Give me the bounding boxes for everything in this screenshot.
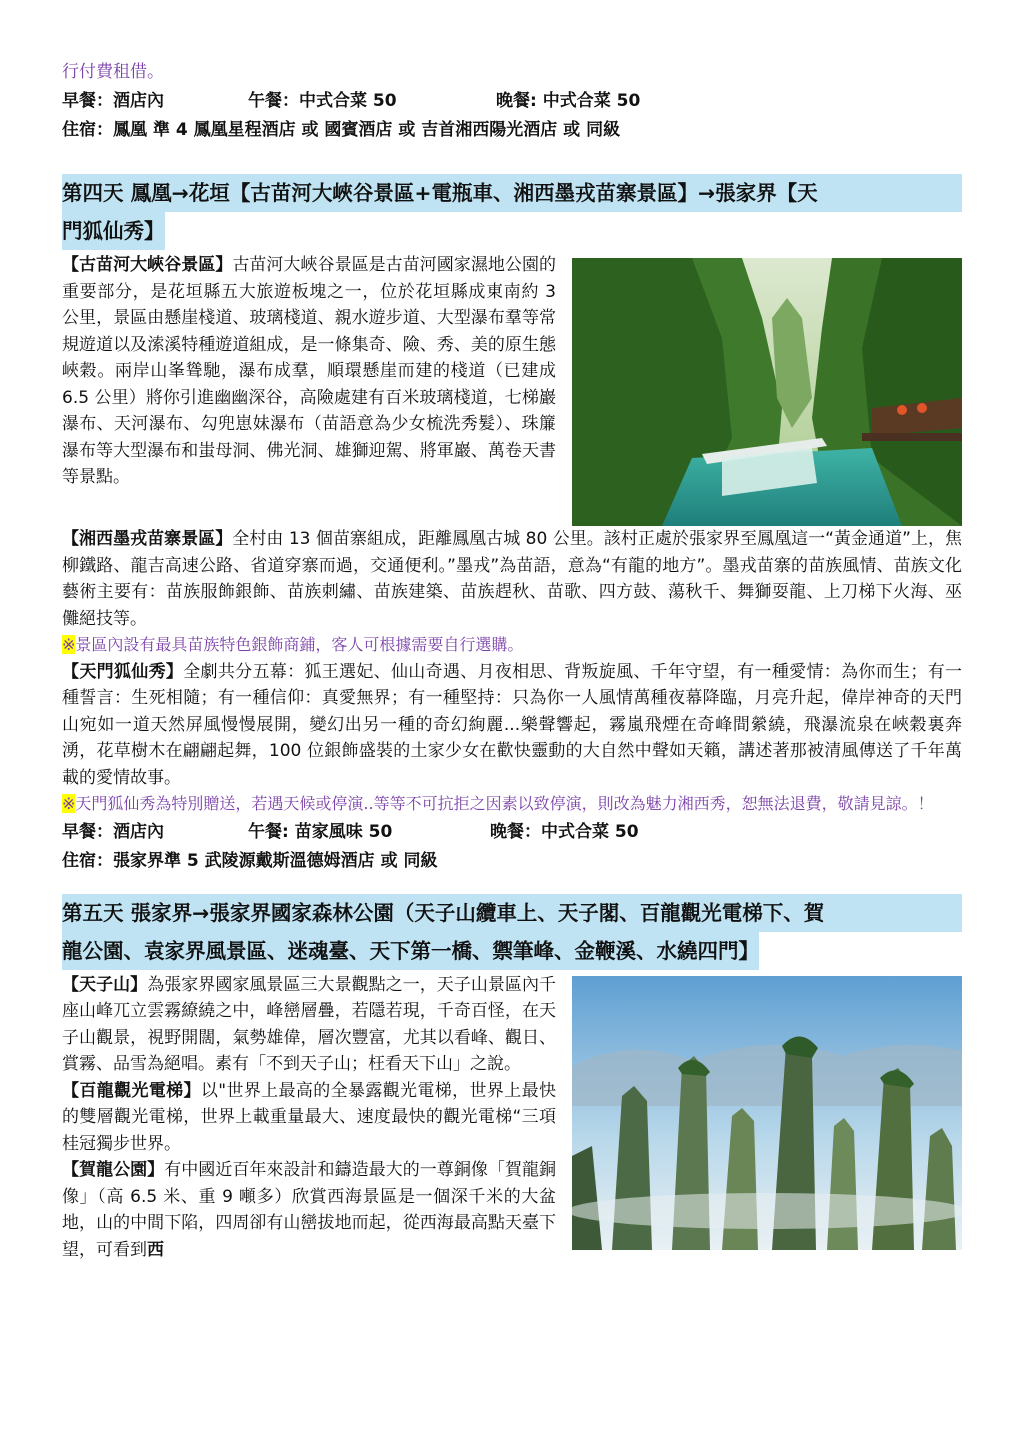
day4-stay-line: 住宿：張家界準 5 武陵源戴斯溫德姆酒店 或 同級	[62, 850, 438, 871]
day4-note2-text: 天門狐仙秀為特別贈送，若遇天候或停演..等等不可抗拒之因素以致停演，則改為魅力湘西秀，恕無法退費，敬請見諒。！	[75, 794, 934, 813]
note-mark: ※	[62, 794, 76, 813]
day4-p1-text: 古苗河大峽谷景區是古苗河國家濕地公園的重要部分，是花垣縣五大旅遊板塊之一，位於花垣縣成東南約 3 公里，景區由懸崖棧道、玻璃棧道、親水遊步道、大型瀑布羣等常規遊道以及溹溪特種遊道組成，是一條集奇、險、秀、美的原生態峽穀。兩岸山峯聳馳，瀑布成羣，順環懸崖而建的棧道（已建成 6.5 公里）將你引進幽幽深谷，高險處建有百米玻璃棧道，七梯巖瀑布、天河瀑布、勾兜崽妹瀑布（苗語意為少女梳洗秀髮）、珠簾瀑布等大型瀑布和蚩母洞、佛光洞、雄獅迎駕、將軍巖、萬卷天書等景點。	[62, 255, 557, 487]
day4-heading-line2: 門狐仙秀】	[62, 212, 165, 250]
day4-note1-text: 景區內設有最具苗族特色銀飾商鋪，客人可根據需要自行選購。	[75, 635, 524, 654]
day4-p3-title: 【天門狐仙秀】	[62, 661, 184, 682]
day4-p3-text: 全劇共分五幕：狐王選妃、仙山奇遇、月夜相思、背叛旋風、千年守望，有一種愛情：為你而生；有一種誓言：生死相隨；有一種信仰：真愛無界；有一種堅持：只為你一人風情萬種夜幕降臨，月亮升起，偉岸神奇的天門山宛如一道天然屏風慢慢展開，變幻出另一種的奇幻絢麗...樂聲響起，霧嵐飛煙在奇峰間縈繞，飛瀑流泉在峽穀裏奔湧，花草樹木在翩翩起舞，100 位銀飾盛裝的土家少女在歡快靈動的大自然中聲如天籟，講述著那被清風傳送了千年萬載的愛情故事。	[62, 661, 963, 788]
day5-p3-end: 西	[147, 1239, 164, 1260]
day5-p3-text: 有中國近百年來設計和鑄造最大的一尊銅像「賀龍銅像」（高 6.5 米、重 9 噸多）欣賞西海景區是一個深千米的大盆地，山的中間下陷，四周卻有山巒拔地而起，從西海最高點天臺下望，可看到	[62, 1160, 557, 1260]
day4-p2-title: 【湘西墨戎苗寨景區】	[62, 529, 233, 549]
day5-heading-line1: 第五天 張家界→張家界國家森林公園（天子山纜車上、天子閣、百龍觀光電梯下、賀	[62, 894, 962, 932]
note-mark: ※	[62, 635, 76, 654]
document-page	[62, 58, 962, 1263]
day5-p2-text: 以"世界上最高的全暴露觀光電梯，世界上最快的雙層觀光電梯，世界上載重量最大、速度最快的觀光電梯“三項桂冠獨步世界。	[62, 1080, 556, 1154]
itinerary-tail-text: 行付費租借。	[62, 62, 164, 82]
meals-line	[62, 87, 962, 116]
peaks-photo	[572, 976, 962, 1250]
day5-heading	[62, 894, 962, 970]
canyon-photo	[572, 258, 962, 526]
day4-note1	[62, 632, 962, 659]
day5-p1-text: 為張家界國家風景區三大景觀點之一，天子山景區內千座山峰兀立雲霧繚繞之中，峰巒層疊，若隱若現，千奇百怪，在天子山觀景，視野開闊，氣勢雄偉，層次豐富，尤其以看峰、觀日、賞霧、品雪為絕唱。素有「不到天子山；枉看天下山」之說。	[62, 974, 557, 1074]
day4-breakfast-label: 早餐：酒店內	[62, 821, 164, 842]
day4-lunch-label: 午餐: 苗家風味 50	[248, 821, 393, 842]
lunch-label: 午餐：中式合菜 50	[248, 91, 397, 111]
breakfast-label: 早餐：酒店內	[62, 91, 164, 111]
day4-note2	[62, 791, 962, 818]
day5-p2-title: 【百龍觀光電梯】	[62, 1080, 201, 1101]
dinner-label: 晚餐: 中式合菜 50	[496, 91, 641, 111]
day4-heading-line1: 第四天 鳳凰→花垣【古苗河大峽谷景區+電瓶車、湘西墨戎苗寨景區】→張家界【天	[62, 174, 962, 212]
day4-meals-line	[62, 818, 962, 847]
day4-p1-title: 【古苗河大峽谷景區】	[62, 255, 233, 275]
day4-p2-text: 全村由 13 個苗寨組成，距離鳳凰古城 80 公里。該村正處於張家界至鳳凰這一“黃金通道”上，焦柳鐵路、龍吉高速公路、省道穿寨而過，交通便利。”墨戎”為苗語，意為“有龍的地方”。墨戎苗寨的苗族風情、苗族文化藝術主要有：苗族服飾銀飾、苗族刺繡、苗族建築、苗族趕秋、苗歌、四方鼓、蕩秋千、舞獅耍龍、上刀梯下火海、巫儺絕技等。	[62, 529, 963, 629]
day5-section	[62, 972, 962, 1264]
day4-section	[62, 252, 962, 818]
stay-line: 住宿：鳳凰 準 4 鳳凰星程酒店 或 國賓酒店 或 吉首湘西陽光酒店 或 同級	[62, 120, 621, 140]
day4-dinner-label: 晚餐：中式合菜 50	[490, 821, 639, 842]
day5-p3-title: 【賀龍公園】	[62, 1160, 165, 1180]
day5-heading-line2: 龍公園、袁家界風景區、迷魂臺、天下第一橋、禦筆峰、金鞭溪、水繞四門】	[62, 932, 759, 970]
day4-heading	[62, 174, 962, 250]
day5-p1-title: 【天子山】	[62, 974, 148, 995]
